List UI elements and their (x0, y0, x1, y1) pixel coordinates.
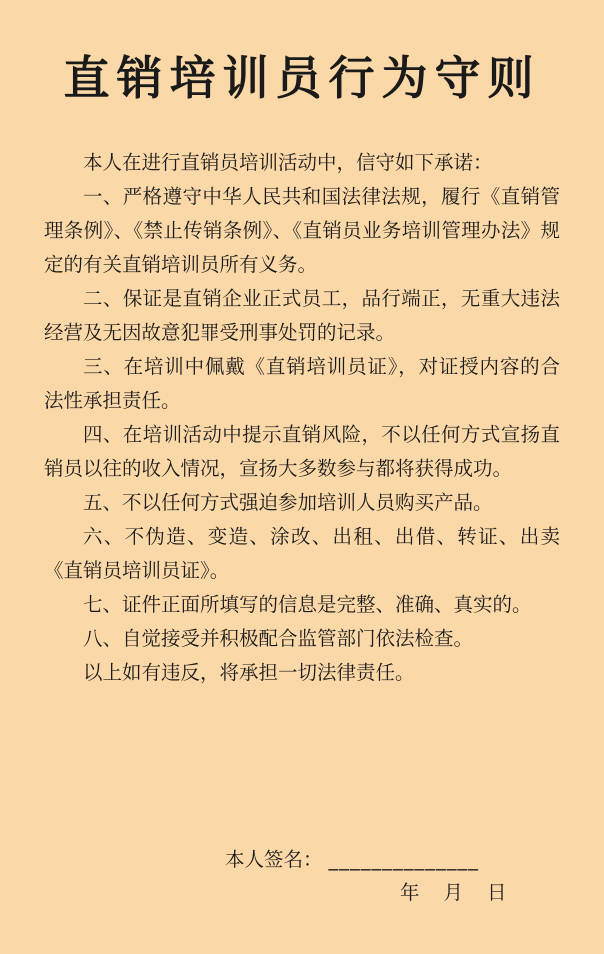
clause-5: 五、不以任何方式强迫参加培训人员购买产品。 (83, 491, 493, 514)
signature-label: 本人签名： (225, 848, 323, 871)
signature-line: ______________ (328, 848, 480, 871)
date-month-label: 月 (443, 881, 464, 904)
clause-1: 一、严格遵守中华人民共和国法律法规，履行《直销管理条例》、《禁止传销条例》、《直销员业务培训管理办法》规定的有关直销培训员所有义务。 (44, 185, 560, 276)
clause-2: 二、保证是直销企业正式员工，品行端正，无重大违法经营及无因故意犯罪受刑事处罚的记录。 (44, 287, 560, 344)
date-row (400, 878, 507, 908)
signature-row (225, 845, 479, 875)
document-body (44, 146, 560, 690)
clause-3: 三、在培训中佩戴《直销培训员证》，对证授内容的合法性承担责任。 (44, 355, 560, 412)
clause-4: 四、在培训活动中提示直销风险，不以任何方式宣扬直销员以往的收入情况，宣扬大多数参与都将获得成功。 (44, 423, 560, 480)
closing-statement: 以上如有违反，将承担一切法律责任。 (83, 661, 415, 684)
clause-6: 六、不伪造、变造、涂改、出租、出借、转证、出卖《直销员培训员证》。 (44, 525, 560, 582)
date-year-label: 年 (400, 881, 420, 904)
clause-7: 七、证件正面所填写的信息是完整、准确、真实的。 (83, 593, 532, 616)
clause-8: 八、自觉接受并积极配合监管部门依法检查。 (83, 627, 474, 650)
intro-paragraph: 本人在进行直销员培训活动中，信守如下承诺： (83, 151, 493, 174)
date-day-label: 日 (487, 881, 507, 904)
document-title: 直销培训员行为守则 (63, 51, 541, 105)
